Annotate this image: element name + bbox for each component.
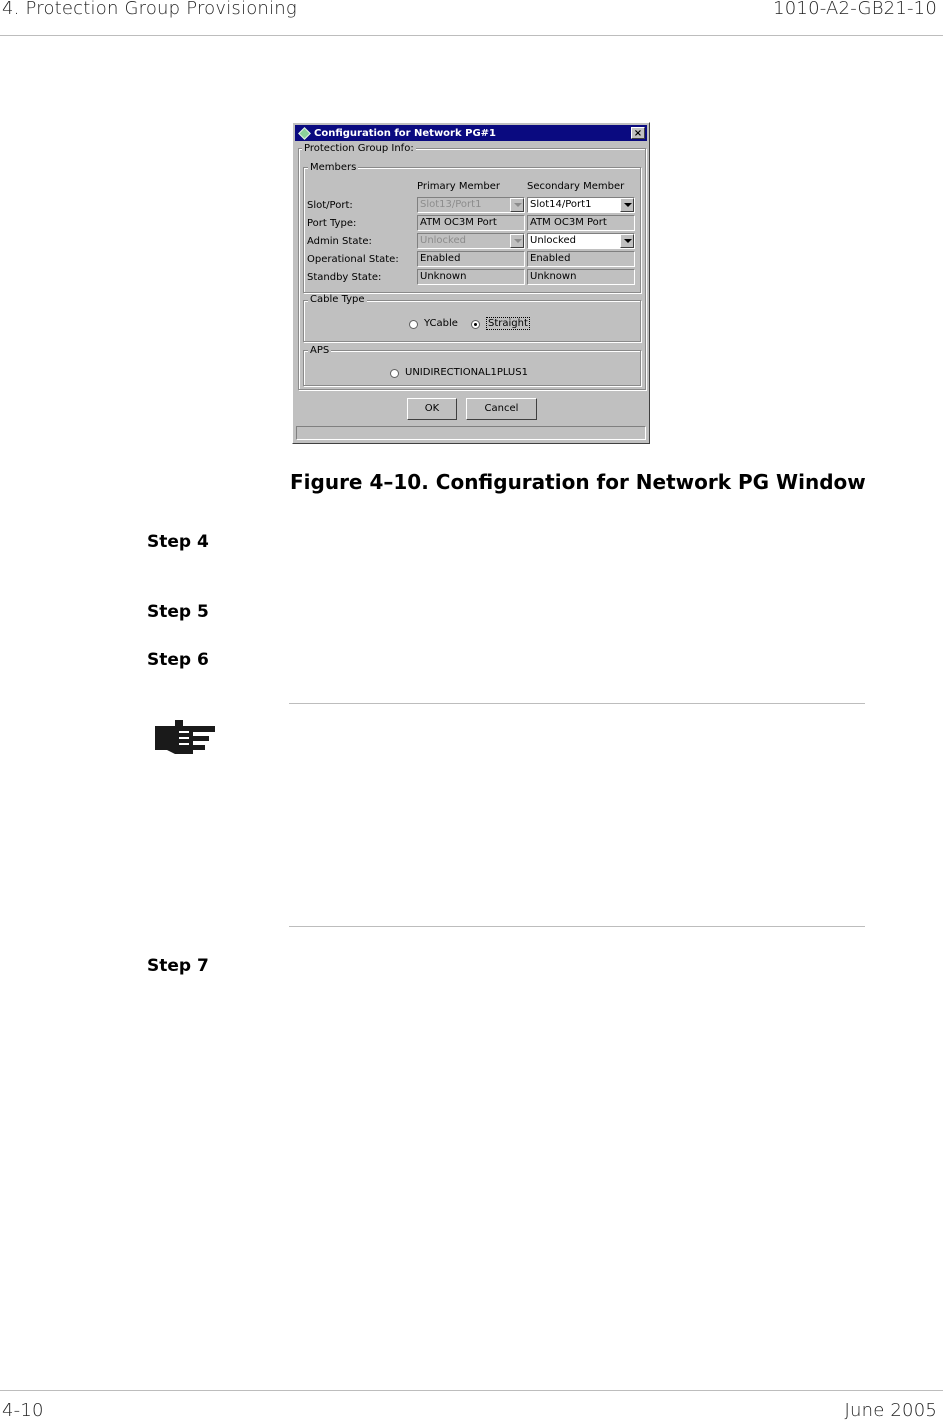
footer-rule (0, 1390, 943, 1391)
straight-label[interactable]: Straight (488, 318, 528, 329)
dialog-title: Configuration for Network PG#1 (314, 127, 496, 139)
secondary-port-type-field: ATM OC3M Port (527, 215, 635, 231)
step-7-label: Step 7 (147, 956, 209, 976)
ok-button[interactable]: OK (407, 398, 457, 420)
page-header-section: 4. Protection Group Provisioning (2, 0, 297, 19)
primary-slot-port-select[interactable] (417, 197, 525, 213)
ycable-label[interactable]: YCable (424, 318, 458, 329)
unidirectional-label[interactable]: UNIDIRECTIONAL1PLUS1 (405, 367, 528, 378)
unidirectional-radio[interactable] (390, 369, 399, 378)
chevron-down-icon (510, 198, 524, 212)
secondary-admin-state-value: Unlocked (530, 235, 576, 246)
config-network-pg-dialog (292, 122, 650, 444)
note-top-rule (289, 703, 865, 704)
status-bar (296, 426, 646, 440)
members-label: Members (310, 162, 357, 173)
primary-port-type-field: ATM OC3M Port (417, 215, 525, 231)
primary-admin-state-value: Unlocked (420, 235, 466, 246)
primary-standby-state-field: Unknown (417, 269, 525, 285)
slot-port-label: Slot/Port: (307, 200, 353, 211)
dialog-titlebar[interactable] (295, 125, 647, 141)
note-bottom-rule (289, 926, 865, 927)
secondary-slot-port-value: Slot14/Port1 (530, 199, 592, 210)
chevron-down-icon (510, 234, 524, 248)
pointing-hand-icon (153, 716, 219, 758)
step-5-label: Step 5 (147, 602, 209, 622)
protection-group-info-label: Protection Group Info: (304, 143, 414, 154)
straight-radio[interactable] (471, 320, 480, 329)
secondary-member-header: Secondary Member (527, 181, 625, 192)
close-icon[interactable]: × (631, 127, 645, 139)
primary-operational-state-field: Enabled (417, 251, 525, 267)
cable-type-label: Cable Type (310, 294, 365, 305)
port-type-label: Port Type: (307, 218, 357, 229)
aps-label: APS (310, 345, 330, 356)
publication-date: June 2005 (844, 1400, 937, 1421)
step-6-label: Step 6 (147, 650, 209, 670)
operational-state-label: Operational State: (307, 254, 399, 265)
primary-admin-state-select[interactable] (417, 233, 525, 249)
header-rule (0, 35, 943, 36)
standby-state-label: Standby State: (307, 272, 382, 283)
chevron-down-icon (620, 198, 634, 212)
diamond-app-icon (298, 127, 310, 139)
secondary-admin-state-select[interactable] (527, 233, 635, 249)
cancel-button[interactable]: Cancel (466, 398, 537, 420)
figure-caption: Figure 4–10. Configuration for Network PG Window (290, 470, 866, 494)
secondary-standby-state-field: Unknown (527, 269, 635, 285)
primary-member-header: Primary Member (417, 181, 500, 192)
page-header-doc-number: 1010-A2-GB21-10 (773, 0, 937, 19)
chevron-down-icon (620, 234, 634, 248)
secondary-slot-port-select[interactable] (527, 197, 635, 213)
primary-slot-port-value: Slot13/Port1 (420, 199, 482, 210)
ycable-radio[interactable] (409, 320, 418, 329)
page-number: 4-10 (2, 1400, 44, 1421)
step-4-label: Step 4 (147, 532, 209, 552)
admin-state-label: Admin State: (307, 236, 372, 247)
secondary-operational-state-field: Enabled (527, 251, 635, 267)
